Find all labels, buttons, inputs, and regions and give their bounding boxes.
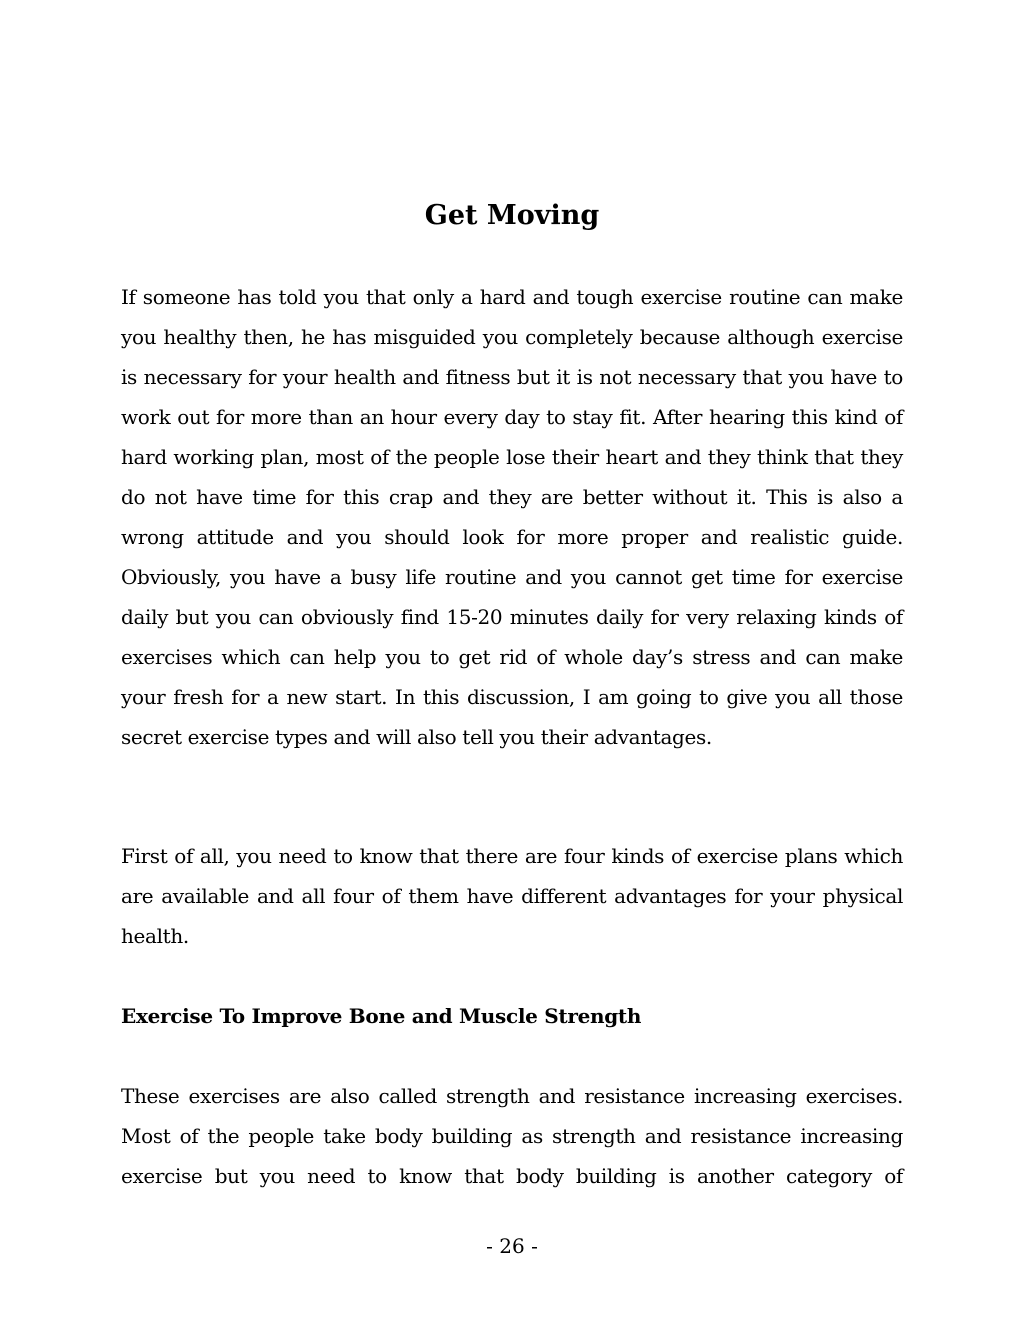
body-paragraph-2: First of all, you need to know that there are four kinds of exercise plans which are available and all four of them have different advantages for your physical health. [121,844,903,948]
section-paragraph: These exercises are also called strength and resistance increasing exercises. Most of the people take body building as strength and resistance increasing exercise but you need to know that body building is another category of [121,1084,903,1188]
body-paragraph-1: If someone has told you that only a hard and tough exercise routine can make you healthy then, he has misguided you completely because although exercise is necessary for your health and fitness but it is not necessary that you have to work out for more than an hour every day to stay fit. After hearing this kind of hard working plan, most of the people lose their heart and they think that they do not have time for this crap and they are better without it. This is also a wrong attitude and you should look for more proper and realistic guide. Obviously, you have a busy life routine and you cannot get time for exercise daily but you can obviously find 15-20 minutes daily for very relaxing kinds of exercises which can help you to get rid of whole day’s stress and can make your fresh for a new start. In this discussion, I am going to give you all those secret exercise types and will also tell you their advantages. [121,285,903,749]
page-number: - 26 - [486,1234,538,1258]
page-title: Get Moving [424,200,600,231]
section-heading: Exercise To Improve Bone and Muscle Strength [121,1004,642,1028]
